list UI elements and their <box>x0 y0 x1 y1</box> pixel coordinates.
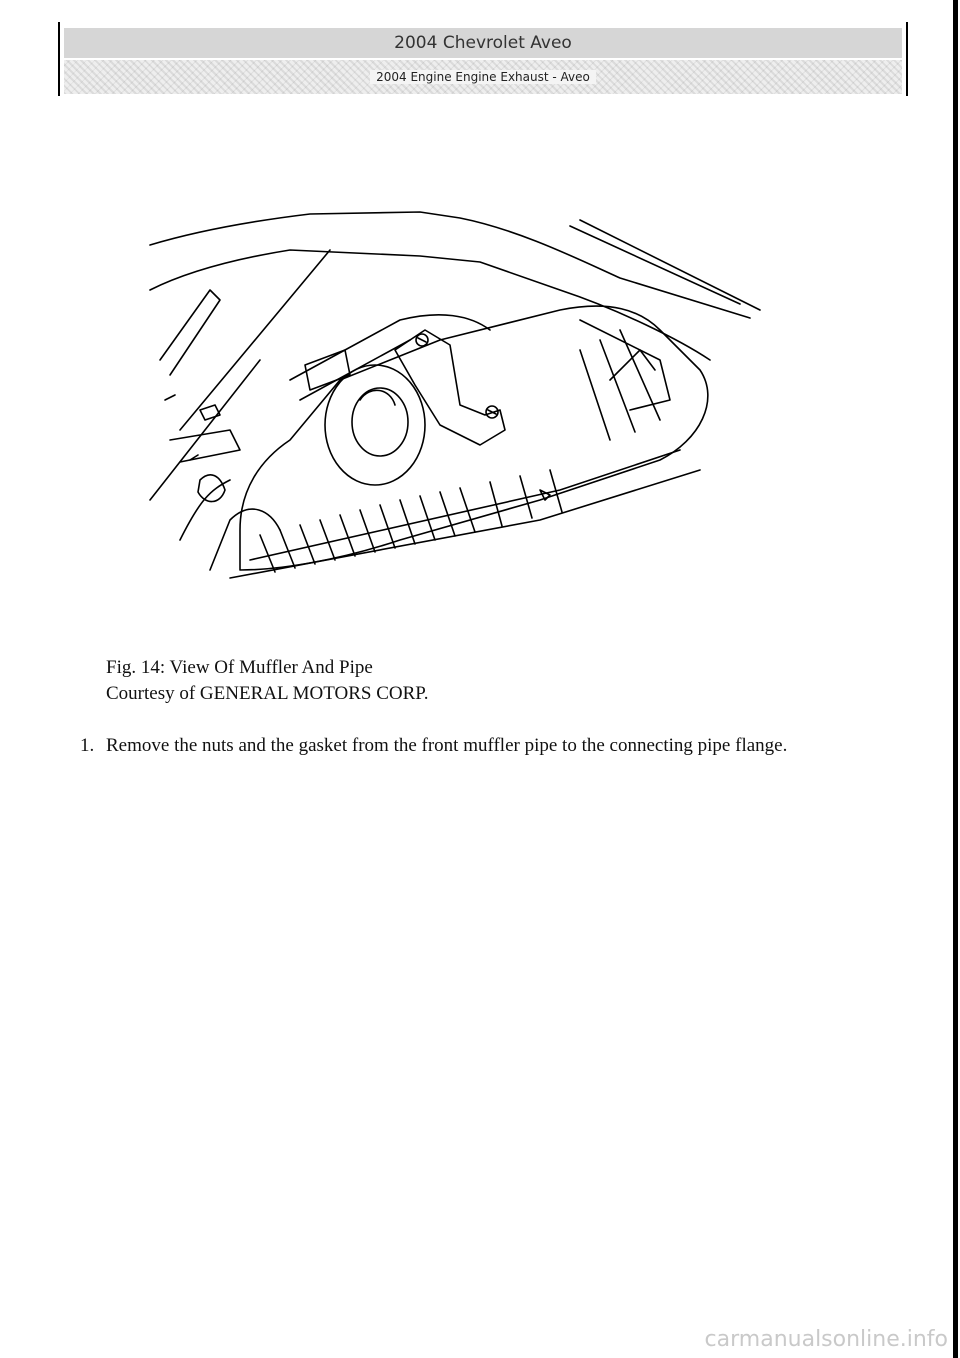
document-header <box>58 22 908 96</box>
figure-caption-block <box>106 655 429 707</box>
header-subtitle-band <box>64 60 902 94</box>
header-subtitle: 2004 Engine Engine Exhaust - Aveo <box>370 70 596 84</box>
figure-caption: Fig. 14: View Of Muffler And Pipe <box>106 657 373 678</box>
muffler-pipe-illustration <box>140 200 770 585</box>
page-right-border <box>953 0 958 1358</box>
footer-watermark: carmanualsonline.info <box>704 1327 948 1352</box>
header-title: 2004 Chevrolet Aveo <box>64 28 902 58</box>
step-text: Remove the nuts and the gasket from the front muffler pipe to the connecting pipe flange. <box>106 735 788 756</box>
figure-credit: Courtesy of GENERAL MOTORS CORP. <box>106 683 429 704</box>
step-number: 1. <box>80 735 95 756</box>
